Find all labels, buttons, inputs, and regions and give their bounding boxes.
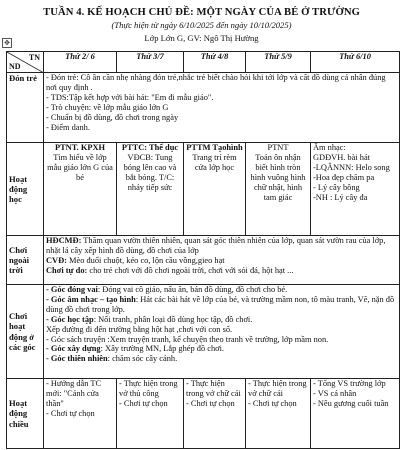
- row-welcome: [7, 73, 400, 143]
- outdoor-cvd: [46, 256, 397, 266]
- corner-item: [46, 344, 397, 354]
- activity-line: GDĐVH. bài hát: [313, 152, 370, 162]
- afternoon-line: - Chơi tự chọn: [248, 398, 297, 408]
- outdoor-free-play: [46, 266, 397, 276]
- activity-text: Tìm hiểu về lớp mẫu giáo lớn G của bé: [47, 152, 113, 182]
- activity-heading: PTNT. KPXH: [54, 143, 106, 152]
- corner-item: [46, 295, 397, 315]
- outdoor-free-label: Chơi tự do:: [46, 265, 88, 275]
- learning-fri: [311, 143, 400, 236]
- corner-name: - Góc học tập: [46, 314, 94, 324]
- activity-line: -NH : Lý cây đa: [313, 192, 368, 202]
- diagonal-header-cell: [7, 52, 44, 73]
- afternoon-thu: [246, 379, 311, 449]
- corner-item: [46, 354, 397, 364]
- document-title: TUẦN 4. KẾ HOẠCH CHỦ ĐỀ: MỘT NGÀY CỦA BÉ Ở TRƯỜNG: [43, 7, 360, 18]
- row-label-afternoon: Hoạt động chiều: [7, 379, 44, 449]
- header-tn: TN: [28, 53, 40, 62]
- activity-heading: PTNT: [267, 143, 289, 152]
- row-outdoor: [7, 236, 400, 285]
- row-label-outdoor: Chơi ngoài trời: [7, 236, 44, 285]
- corner-item: [46, 335, 397, 345]
- afternoon-mon: [44, 379, 117, 449]
- header-nd: ND: [9, 61, 21, 71]
- activity-heading: PTTC: Thể dục: [121, 143, 179, 152]
- row-label-welcome: Đón trẻ: [7, 73, 44, 143]
- corner-text: : Hát các bài hát về lớp của bé, và trường mầm non, tô màu tranh, Vẽ, nặn đồ dùng đồ chơi trong lớp.: [46, 294, 395, 314]
- day-header-mon: Thứ 2/ 6: [44, 52, 117, 73]
- afternoon-line: - Thực hiện trong vở chữ cái: [186, 379, 241, 398]
- afternoon-fri: [311, 379, 400, 449]
- afternoon-line: - Nêu gương cuối tuần: [313, 398, 389, 408]
- learning-wed: [184, 143, 246, 236]
- corner-item: [46, 285, 397, 295]
- corner-text: Xếp đường đi đến trường bằng hột hạt ,chơi với con số.: [46, 324, 233, 334]
- outdoor-cvd-label: CVĐ:: [46, 255, 67, 265]
- outdoor-intro-text: Thăm quan vườn thiên nhiên, quan sát góc thiên nhiên của lớp, quan sát vườn rau của lớp, nhặt lá cây xếp hình đồ dùng, đồ chơi của lớp: [46, 236, 386, 255]
- activity-line: - Lý cây bông: [313, 182, 360, 192]
- afternoon-line: - VS cá nhân: [313, 388, 357, 398]
- afternoon-line: - Thực hiện trong vở chữ cái: [248, 379, 307, 398]
- weekly-plan-table: [6, 51, 400, 449]
- corner-text: : Đóng vai cô giáo, nấu ăn, bán đồ dùng, đồ chơi cho bé.: [97, 285, 288, 294]
- corner-text: : chăm sóc cây cảnh.: [107, 354, 178, 364]
- corner-item: [46, 315, 397, 325]
- afternoon-line: - Chơi tự chọn: [119, 398, 168, 408]
- welcome-content: [44, 73, 400, 143]
- row-corners: [7, 285, 400, 379]
- outdoor-content: [44, 236, 400, 285]
- welcome-line: - TDS:Tập kết hợp với bài hát: "Em đi mẫu giáo".: [46, 92, 214, 102]
- document-header: [0, 0, 403, 43]
- learning-tue: [117, 143, 184, 236]
- date-range: (Thực hiện từ ngày 6/10/2025 đến ngày 10/10/2025): [111, 20, 292, 30]
- corner-name: - Góc âm nhạc – tạo hình: [46, 294, 136, 304]
- row-label-corners: Chơi hoạt động ở các góc: [7, 285, 44, 379]
- outdoor-intro: [46, 236, 397, 256]
- activity-line: -Hoa đẹp chăm pa: [313, 172, 375, 182]
- afternoon-line: - Thực hiện trong vở thủ công: [119, 379, 178, 398]
- afternoon-line: - Hướng dẫn TC mới: "Cánh cửa thần": [46, 379, 102, 408]
- day-header-wed: Thứ 4/8: [184, 52, 246, 73]
- outdoor-intro-label: HĐCMĐ:: [46, 236, 82, 245]
- welcome-line: - Điểm danh.: [46, 122, 90, 132]
- row-learning: [7, 143, 400, 236]
- day-header-tue: Thứ 3/7: [117, 52, 184, 73]
- class-teacher-info: Lớp Lớn G, GV: Ngô Thị Hường: [144, 33, 259, 43]
- day-header-fri: Thứ 6/10: [311, 52, 400, 73]
- corner-item: [46, 325, 397, 335]
- corner-name: - Góc thiên nhiên: [46, 354, 108, 364]
- activity-text: Trang trí rèm cửa lớp học: [192, 152, 237, 172]
- day-header-thu: Thứ 5/9: [246, 52, 311, 73]
- activity-text: Toán ôn nhận biết hình tròn hình vuông hình chữ nhật, hình tam giác: [250, 152, 306, 202]
- corner-text: : Nối tranh, phân loại đồ dùng học tập, đồ chơi.: [93, 314, 253, 324]
- learning-mon: [44, 143, 117, 236]
- table-header-row: [7, 52, 400, 73]
- welcome-line: - Đón trẻ: Cô ân cần nhẹ nhàng đón trẻ,nhắc trẻ biết chào hỏi khi tới lớp và cất đồ dùng cá nhân đúng nơi quy định .: [46, 73, 386, 92]
- afternoon-wed: [184, 379, 246, 449]
- row-afternoon: [7, 379, 400, 449]
- corners-content: [44, 285, 400, 379]
- afternoon-tue: [117, 379, 184, 449]
- afternoon-line: - Chơi tự chọn: [186, 398, 235, 408]
- activity-line: -LQÂNNN: Helo song: [313, 162, 390, 172]
- afternoon-line: - Tổng VS trường lớp: [313, 379, 386, 388]
- corner-text: : Xây trường MN, Lắp ghép đồ chơi.: [100, 344, 225, 354]
- activity-text: VĐCB: Tung bóng lên cao và bắt bóng. T/C: nhảy tiếp sức: [123, 152, 177, 192]
- corner-name: - Góc đóng vai: [46, 285, 98, 294]
- table-move-handle-icon[interactable]: ✥: [2, 38, 12, 48]
- outdoor-cvd-text: Mèo đuổi chuột, kéo co, lộn cầu vồng,gieo hạt: [66, 255, 225, 265]
- outdoor-free-text: cho trẻ chơi với đồ chơi ngoài trời, chơi với sỏi đá, hột hạt ...: [87, 265, 294, 275]
- corner-text: - Góc sách truyện :Xem truyện tranh, kể chuyện theo tranh về trường, lớp mầm non.: [46, 334, 329, 344]
- corner-name: - Góc xây dựng: [46, 344, 101, 354]
- activity-line: Âm nhạc:: [313, 143, 346, 152]
- welcome-line: - Chuẩn bị đồ dùng, đồ chơi trong ngày: [46, 112, 179, 122]
- activity-heading: PTTM Tạohình: [186, 143, 243, 152]
- learning-thu: [246, 143, 311, 236]
- row-label-learning: Hoạt động học: [7, 143, 44, 236]
- afternoon-line: - Chơi tự chọn: [46, 408, 95, 418]
- welcome-line: - Trò chuyện: về lớp mẫu giáo lớn G: [46, 102, 169, 112]
